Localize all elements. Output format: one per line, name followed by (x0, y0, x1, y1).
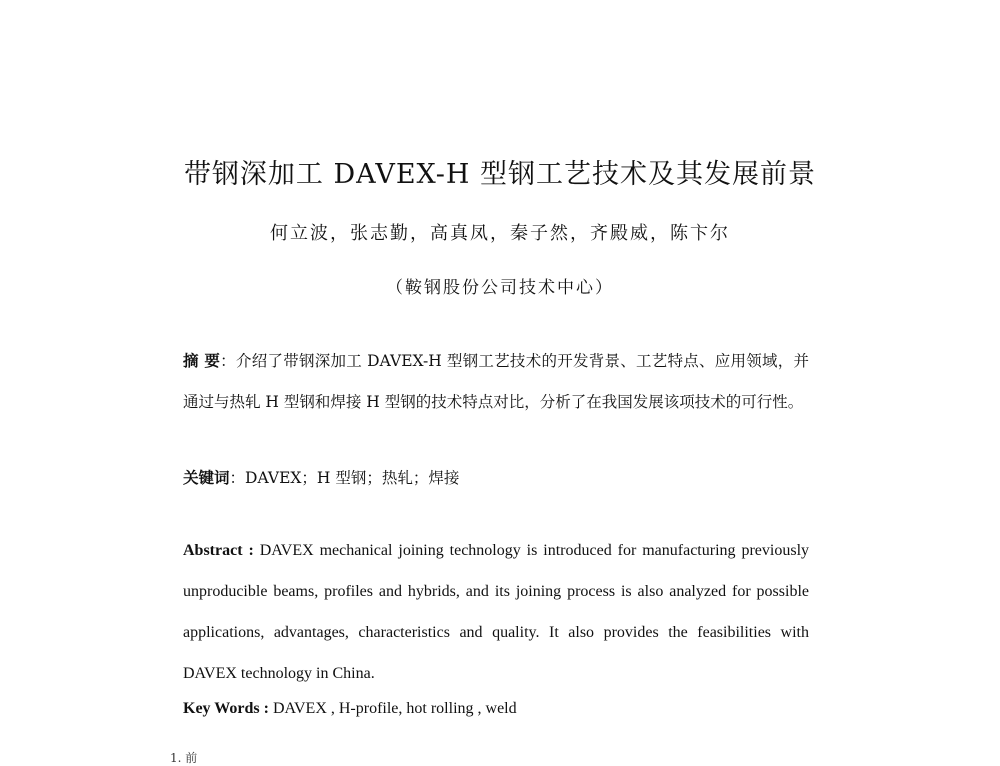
affiliation: （鞍钢股份公司技术中心） (386, 278, 614, 298)
keywords-en-separator: : (259, 700, 273, 717)
keywords-en (183, 694, 809, 724)
keywords-en-text: DAVEX , H-profile, hot rolling , weld (272, 700, 517, 717)
abstract-en-separator: : (242, 542, 260, 559)
abstract-cn (183, 340, 809, 423)
next-section-fragment: 1. 前 (170, 751, 198, 765)
abstract-en-text: DAVEX mechanical joining technology is introduced for manufacturing previously unproducible beams, profiles and hybrids, and its joining process is also analyzed for possible applications, advantages, characteristics and quality. It also provides the feasibilities with DAVEX technology in China. (183, 542, 810, 682)
abstract-cn-label: 摘 要 (183, 351, 221, 370)
keywords-cn-text: DAVEX；H 型钢；热轧；焊接 (245, 469, 460, 487)
keywords-cn (183, 463, 809, 493)
paper-title: 带钢深加工 DAVEX-H 型钢工艺技术及其发展前景 (183, 159, 817, 190)
keywords-en-label: Key Words (183, 700, 260, 717)
abstract-en-label: Abstract (183, 542, 243, 559)
abstract-en (183, 530, 809, 694)
keywords-cn-separator: ： (229, 469, 246, 487)
keywords-cn-label: 关键词 (183, 468, 230, 487)
abstract-cn-separator: ： (220, 352, 236, 370)
abstract-cn-text: 介绍了带钢深加工 DAVEX-H 型钢工艺技术的开发背景、工艺特点、应用领域，并通过与热轧 H 型钢和焊接 H 型钢的技术特点对比，分析了在我国发展该项技术的可行性。 (183, 352, 809, 411)
author-list: 何立波，张志勤，高真凤，秦子然，齐殿威，陈卞尔 (270, 223, 730, 244)
